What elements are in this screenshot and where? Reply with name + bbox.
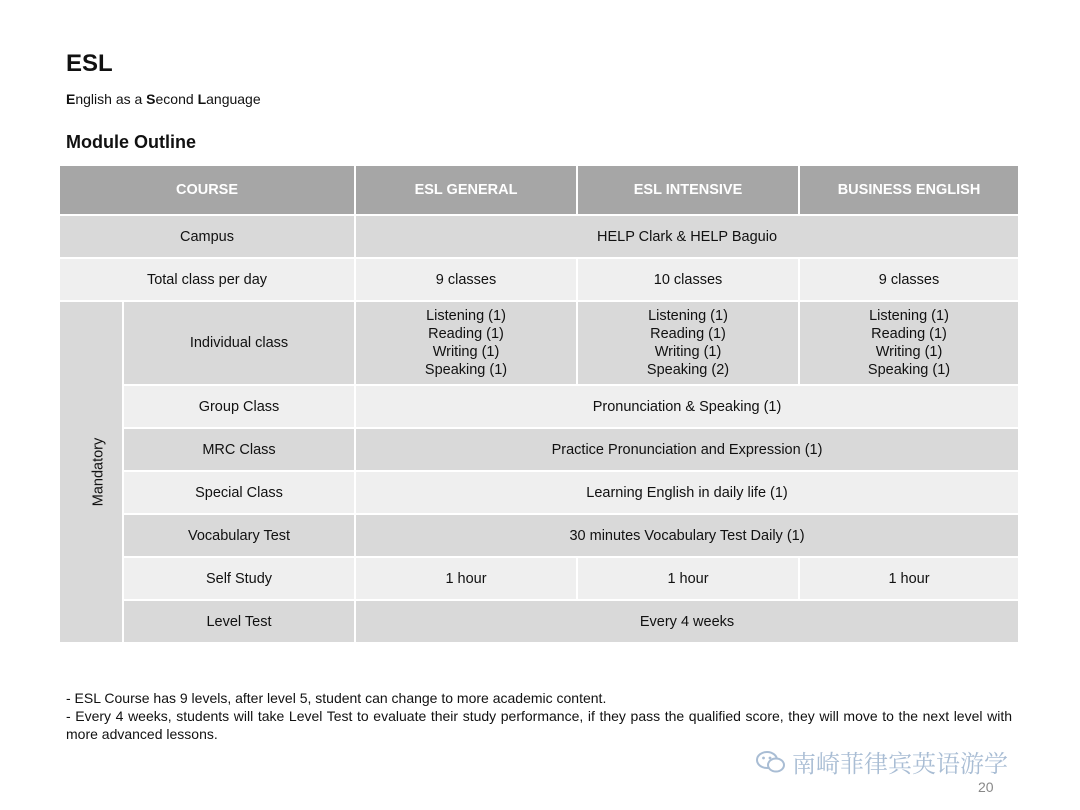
class-item: Speaking (2) — [646, 362, 730, 378]
page-number: 20 — [978, 779, 994, 795]
class-item: Reading (1) — [871, 326, 947, 342]
table-row-special — [60, 472, 1018, 513]
class-item: Reading (1) — [650, 326, 726, 342]
class-item: Listening (1) — [869, 308, 949, 324]
header-esl-general: ESL GENERAL — [356, 166, 576, 214]
table-row-mrc — [60, 429, 1018, 470]
total-esl-intensive: 10 classes — [578, 259, 798, 300]
total-business-english: 9 classes — [800, 259, 1018, 300]
row-label: Self Study — [124, 558, 354, 599]
row-label: Level Test — [124, 601, 354, 642]
table-row-level — [60, 601, 1018, 642]
subtitle-text-1: nglish as a — [75, 91, 147, 107]
module-outline-table — [58, 164, 1020, 644]
class-item: Writing (1) — [875, 344, 943, 360]
wechat-icon — [756, 751, 786, 773]
group-value: Pronunciation & Speaking (1) — [356, 386, 1018, 427]
note-item: - ESL Course has 9 levels, after level 5, student can change to more academic content. — [66, 690, 607, 706]
subtitle-initial-e: E — [66, 91, 76, 107]
mrc-value: Practice Pronunciation and Expression (1) — [356, 429, 1018, 470]
level-value: Every 4 weeks — [356, 601, 1018, 642]
subtitle-text-2: econd — [155, 91, 198, 107]
mandatory-cell — [60, 302, 122, 642]
row-label: Total class per day — [60, 259, 354, 300]
header-course: COURSE — [60, 166, 354, 214]
class-item: Listening (1) — [648, 308, 728, 324]
table-row-group — [60, 386, 1018, 427]
row-label: MRC Class — [124, 429, 354, 470]
row-label: Campus — [60, 216, 354, 257]
subtitle — [66, 91, 261, 107]
class-item: Listening (1) — [426, 308, 506, 324]
table-row-campus — [60, 216, 1018, 257]
class-item: Speaking (1) — [424, 362, 508, 378]
subtitle-initial-s: S — [146, 91, 156, 107]
row-label: Individual class — [124, 302, 354, 384]
class-item: Reading (1) — [428, 326, 504, 342]
selfstudy-esl-intensive: 1 hour — [578, 558, 798, 599]
table-row-individual — [60, 302, 1018, 384]
class-item: Writing (1) — [432, 344, 500, 360]
vocab-value: 30 minutes Vocabulary Test Daily (1) — [356, 515, 1018, 556]
header-business-english: BUSINESS ENGLISH — [800, 166, 1018, 214]
note-item: - Every 4 weeks, students will take Level Test to evaluate their study performance, if they pass the qualified score, they will move to the next level with more advanced lessons. — [66, 708, 1012, 742]
campus-value: HELP Clark & HELP Baguio — [356, 216, 1018, 257]
table-row-selfstudy — [60, 558, 1018, 599]
page-title: ESL — [66, 50, 113, 77]
row-label: Special Class — [124, 472, 354, 513]
selfstudy-business-english: 1 hour — [800, 558, 1018, 599]
watermark-text: 南崎菲律宾英语游学 — [792, 751, 1008, 778]
individual-business-english — [800, 302, 1018, 384]
watermark-badge — [756, 744, 1008, 779]
individual-esl-general — [356, 302, 576, 384]
special-value: Learning English in daily life (1) — [356, 472, 1018, 513]
subtitle-text-3: anguage — [206, 91, 261, 107]
subtitle-initial-l: L — [197, 91, 207, 107]
individual-esl-intensive — [578, 302, 798, 384]
table-row-vocab — [60, 515, 1018, 556]
row-label: Vocabulary Test — [124, 515, 354, 556]
mandatory-label: Mandatory — [90, 437, 107, 507]
header-esl-intensive: ESL INTENSIVE — [578, 166, 798, 214]
table-row-total — [60, 259, 1018, 300]
selfstudy-esl-general: 1 hour — [356, 558, 576, 599]
class-item: Writing (1) — [654, 344, 722, 360]
table-header-row — [60, 166, 1018, 214]
class-item: Speaking (1) — [867, 362, 951, 378]
section-title: Module Outline — [66, 132, 196, 152]
row-label: Group Class — [124, 386, 354, 427]
notes — [66, 689, 1012, 743]
total-esl-general: 9 classes — [356, 259, 576, 300]
